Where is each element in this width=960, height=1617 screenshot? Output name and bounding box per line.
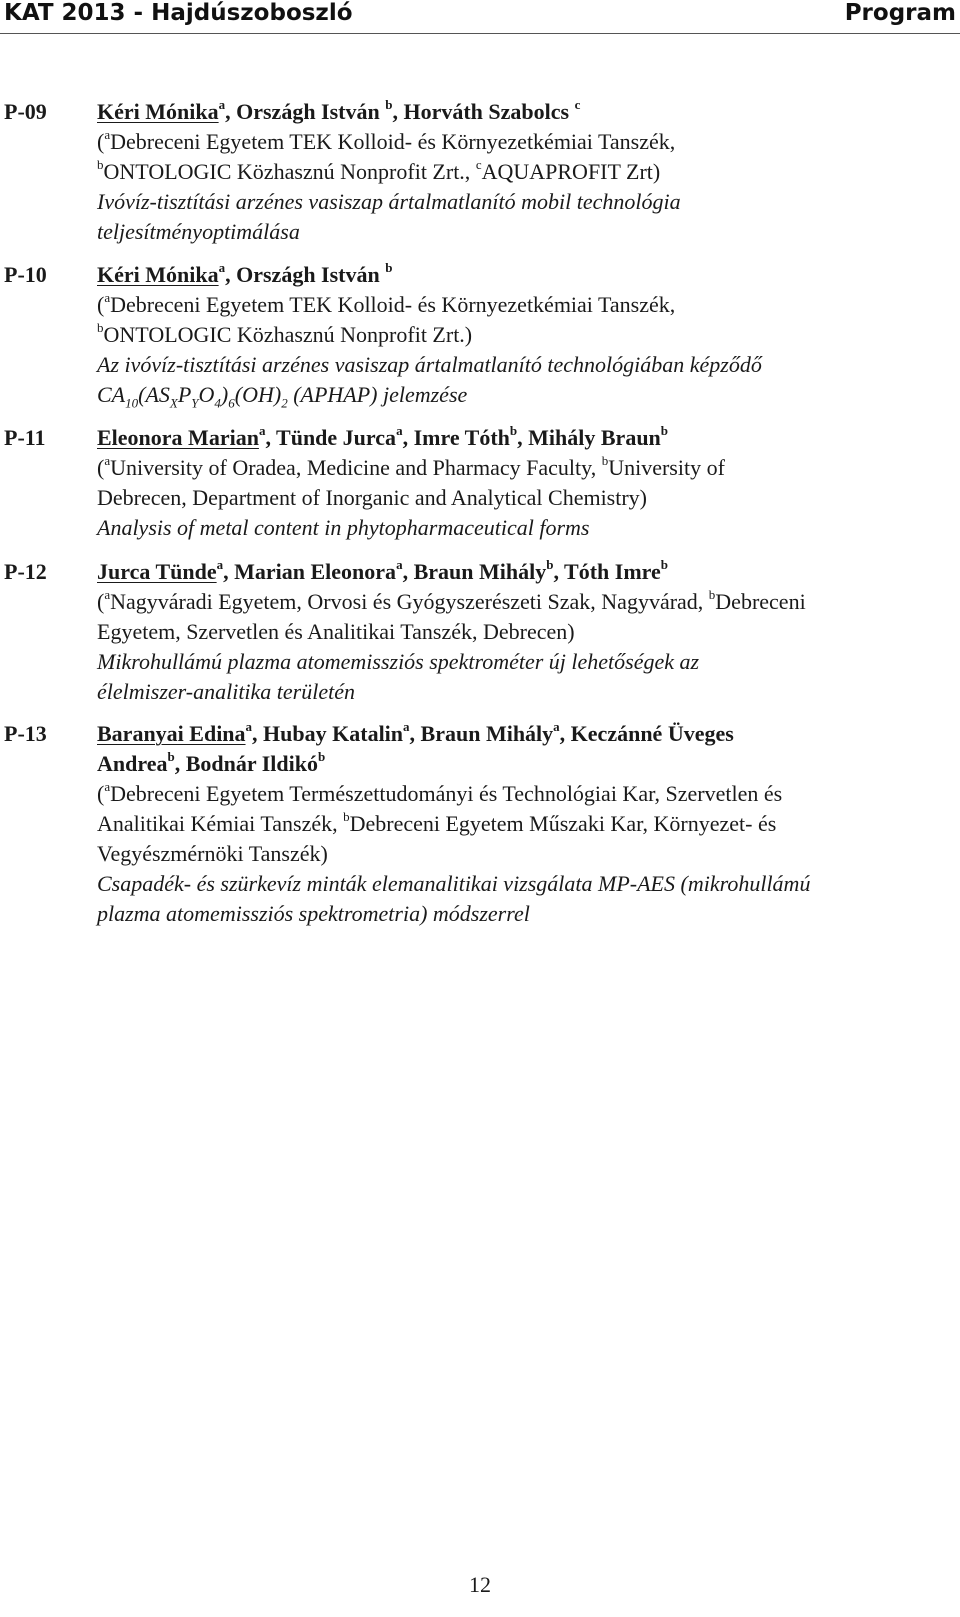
entry-title: élelmiszer-analitika területén (97, 679, 355, 704)
presenting-author: Baranyai Edina (97, 721, 246, 746)
entry-title: teljesítményoptimálása (97, 219, 300, 244)
entry-code: P-11 (4, 425, 46, 450)
entry-authors: Andrea$^b$, Bodnár Ildikó$^b$ (97, 748, 326, 776)
entry-affiliation: ($^a$Debreceni Egyetem Természettudományi és Technológiai Kar, Szervetlen és (97, 778, 783, 806)
entry-title: Analysis of metal content in phytopharmaceutical forms (97, 515, 590, 540)
entry-title: Az ivóvíz-tisztítási arzénes vasiszap ártalmatlanító technológiában képződő (97, 352, 762, 377)
page-number: 12 (469, 1572, 491, 1597)
presenting-author: Kéri Mónika (97, 99, 219, 124)
entry-authors: Baranyai Edina$^a$, Hubay Katalin$^a$, Braun Mihály$^a$, Keczánné Üveges (97, 718, 734, 746)
entry-body (97, 97, 947, 247)
entry-affiliation: ($^a$Debreceni Egyetem TEK Kolloid- és Környezetkémiai Tanszék, (97, 289, 676, 317)
header-rule (0, 33, 960, 34)
entry-authors: Eleonora Marian$^a$, Tünde Jurca$^a$, Imre Tóth$^b$, Mihály Braun$^b$ (97, 422, 669, 450)
entry-code: P-13 (4, 721, 47, 746)
entry-title: Csapadék- és szürkevíz minták elemanalitikai vizsgálata MP-AES (mikrohullámú (97, 871, 811, 896)
entry-authors: Kéri Mónika$^a$, Országh István $^b$, Horváth Szabolcs $^c$ (97, 96, 581, 124)
entry-code: P-12 (4, 559, 47, 584)
entry-affiliation: ($^a$University of Oradea, Medicine and Pharmacy Faculty, $^b$University of (97, 452, 725, 480)
entry-body (97, 423, 947, 543)
entry-affiliation: Vegyészmérnöki Tanszék) (97, 841, 328, 866)
entry-authors: Jurca Tünde$^a$, Marian Eleonora$^a$, Braun Mihály$^b$, Tóth Imre$^b$ (97, 556, 669, 584)
entry-body (97, 719, 947, 929)
entry-affiliation: Analitikai Kémiai Tanszék, $^b$Debreceni Egyetem Műszaki Kar, Környezet- és (97, 808, 777, 836)
presenting-author: Jurca Tünde (97, 559, 217, 584)
entry-affiliation: Debrecen, Department of Inorganic and Analytical Chemistry) (97, 485, 648, 510)
entry-affiliation: $^b$ONTOLOGIC Közhasznú Nonprofit Zrt., $^c$AQUAPROFIT Zrt) (97, 156, 661, 184)
header-conference-title: KAT 2013 - Hajdúszoboszló (4, 0, 353, 26)
entry-body (97, 260, 947, 410)
running-header (0, 0, 960, 26)
entry-affiliation: Egyetem, Szervetlen és Analitikai Tanszék, Debrecen) (97, 619, 575, 644)
entry-code: P-10 (4, 262, 47, 287)
header-section-title: Program (844, 0, 956, 26)
entry-authors: Kéri Mónika$^a$, Országh István $^b$ (97, 259, 393, 287)
entry-title-formula: $CA_{10}(AS_XP_YO_4)_6(OH)_2$ (APHAP) jelemzése (97, 382, 468, 411)
entry-code: P-09 (4, 99, 47, 124)
entry-title: plazma atomemissziós spektrometria) módszerrel (97, 901, 530, 926)
presenting-author: Kéri Mónika (97, 262, 219, 287)
entry-affiliation: ($^a$Debreceni Egyetem TEK Kolloid- és Környezetkémiai Tanszék, (97, 126, 676, 154)
entry-title: Mikrohullámú plazma atomemissziós spektrométer új lehetőségek az (97, 649, 700, 674)
entry-affiliation: ($^a$Nagyváradi Egyetem, Orvosi és Gyógyszerészeti Szak, Nagyvárad, $^b$Debreceni (97, 586, 806, 614)
entry-affiliation: $^b$ONTOLOGIC Közhasznú Nonprofit Zrt.) (97, 319, 473, 347)
entry-title: Ivóvíz-tisztítási arzénes vasiszap ártalmatlanító mobil technológia (97, 189, 681, 214)
presenting-author: Eleonora Marian (97, 425, 259, 450)
entry-body (97, 557, 947, 707)
